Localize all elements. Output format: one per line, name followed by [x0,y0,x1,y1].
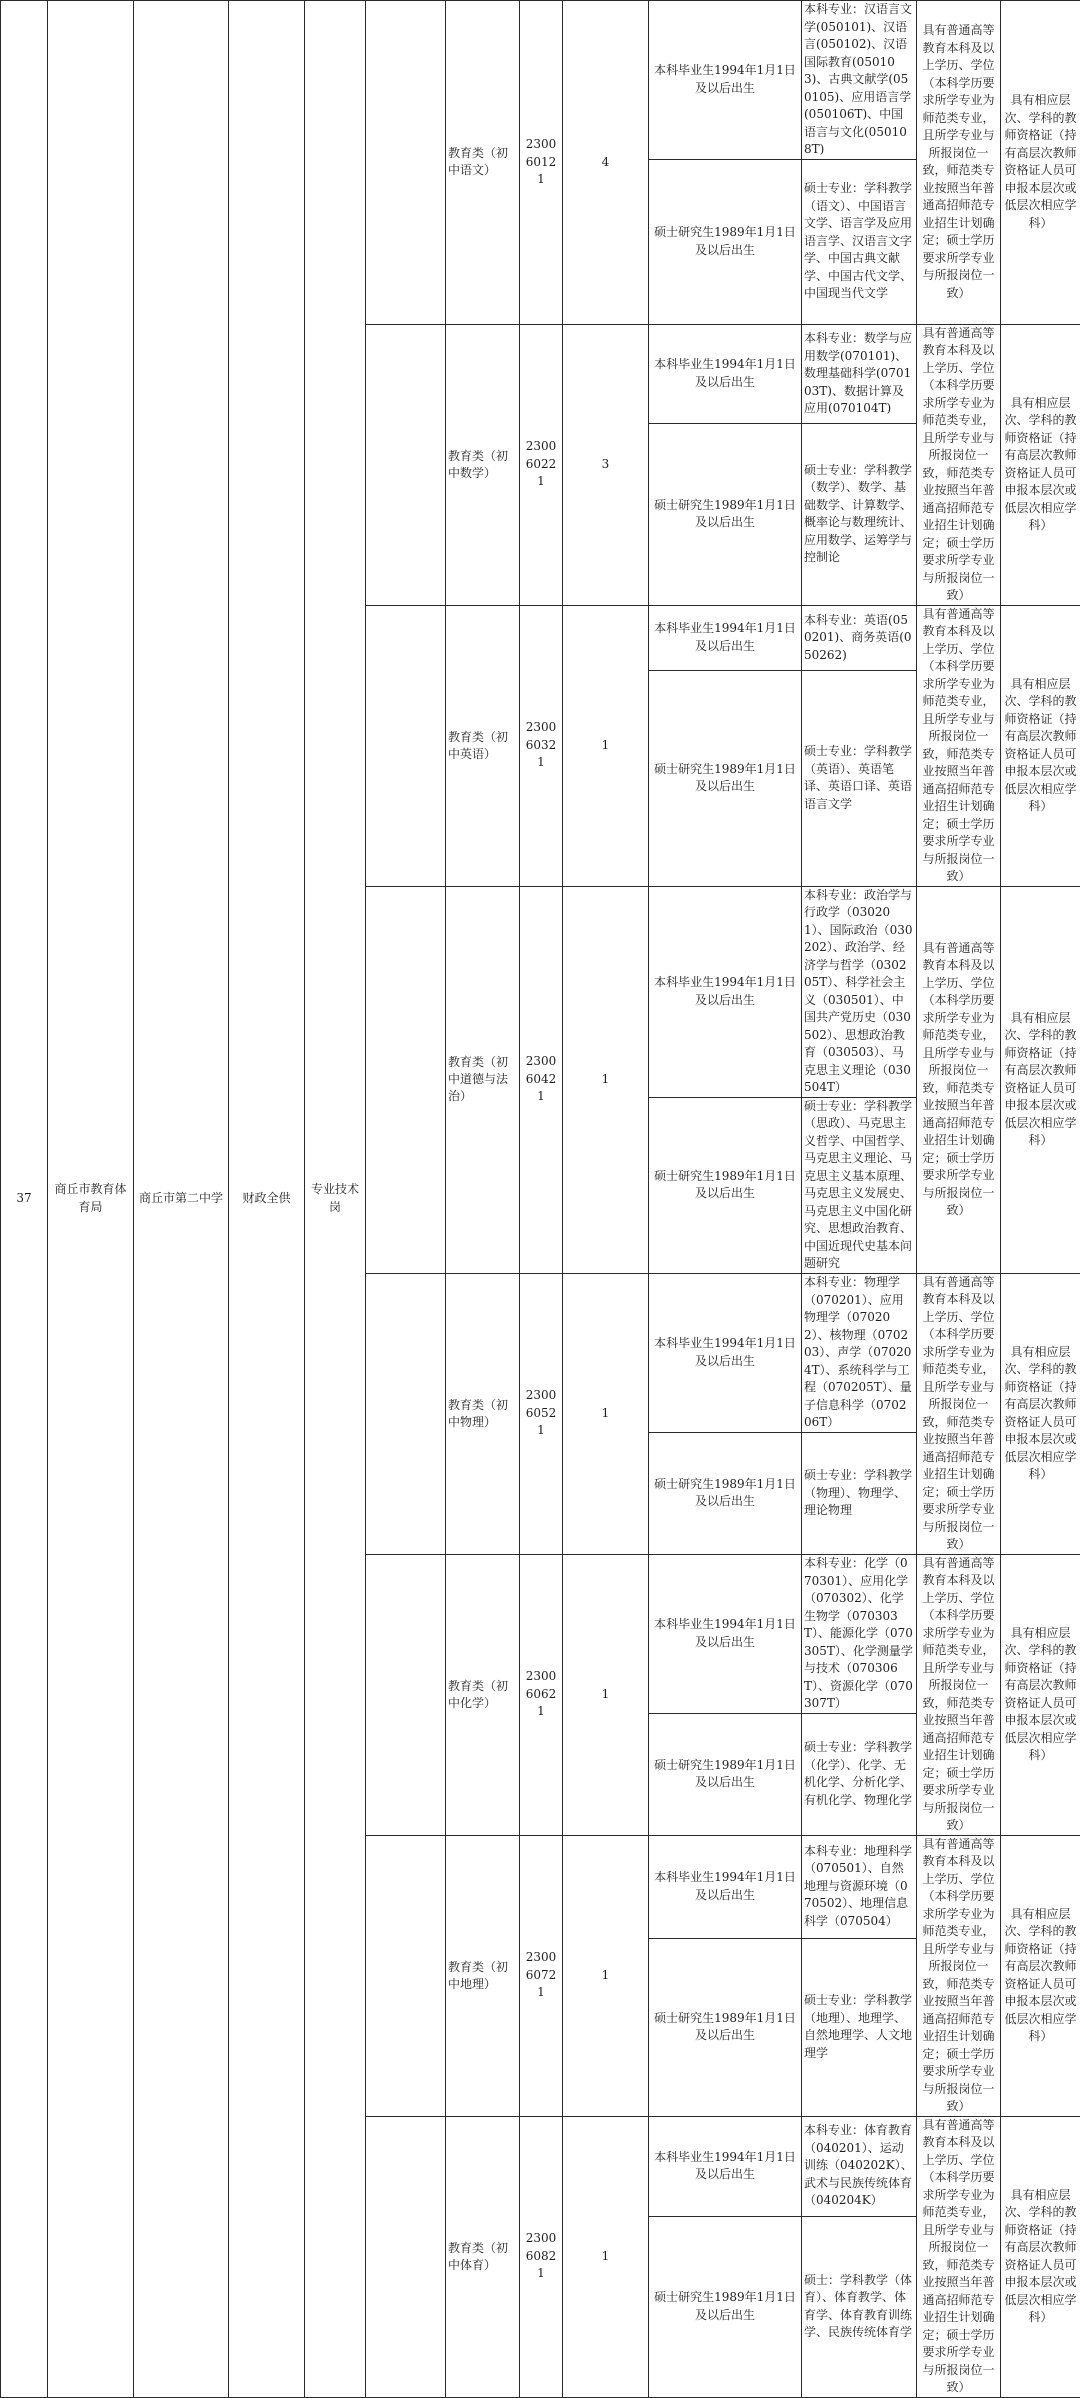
major-master-cell: 硕士专业：学科教学（物理）、物理学、理论物理 [802,1433,917,1554]
major-master-cell: 硕士专业：学科教学（思政）、马克思主义哲学、中国哲学、马克思主义理论、马克思主义基本原理、马克思主义发展史、马克思主义中国化研究、思想政治教育、中国近现代史基本问题研究 [802,1097,917,1273]
code-cell: 230060621 [520,1554,563,1835]
certificate-cell: 具有相应层次、学科的教师资格证（持有高层次教师资格证人员可申报本层次或低层次相应学科） [1001,1,1080,325]
major-bachelor-cell: 本科专业：地理科学（070501）、自然地理与资源环境（070502）、地理信息科学（070504） [802,1835,917,1938]
major-master-cell: 硕士专业：学科教学（语文）、中国语言文学、语言学及应用语言学、汉语言文字学、中国古典文献学、中国古代文学、中国现当代文学 [802,159,917,324]
code-cell: 230060321 [520,605,563,886]
major-bachelor-cell: 本科专业：体育教育（040201）、运动训练（040202K）、武术与民族传统体育（040204K） [802,2116,917,2216]
count-cell: 1 [563,2116,649,2397]
requirement-cell: 具有普通高等教育本科及以上学历、学位（本科学历要求所学专业为师范类专业，且所学专业与所报岗位一致，师范类专业按照当年普通高招师范专业招生计划确定；硕士学历要求所学专业与所报岗位一致） [917,1,1001,325]
code-cell: 230060721 [520,1835,563,2116]
major-bachelor-cell: 本科专业：英语(050201)、商务英语(050262) [802,605,917,671]
major-master-cell: 硕士专业：学科教学（化学）、化学、无机化学、分析化学、有机化学、物理化学 [802,1714,917,1835]
requirement-cell: 具有普通高等教育本科及以上学历、学位（本科学历要求所学专业为师范类专业，且所学专业与所报岗位一致，师范类专业按照当年普通高招师范专业招生计划确定；硕士学历要求所学专业与所报岗位一致） [917,1554,1001,1835]
blank-cell [366,1554,446,1835]
major-master-cell: 硕士专业：学科教学（英语）、英语笔译、英语口译、英语语言文学 [802,671,917,887]
certificate-cell: 具有相应层次、学科的教师资格证（持有高层次教师资格证人员可申报本层次或低层次相应学科） [1001,324,1080,605]
blank-cell [366,2116,446,2397]
seq-cell: 37 [1,1,48,2398]
requirement-cell: 具有普通高等教育本科及以上学历、学位（本科学历要求所学专业为师范类专业，且所学专业与所报岗位一致，师范类专业按照当年普通高招师范专业招生计划确定；硕士学历要求所学专业与所报岗位一致） [917,324,1001,605]
position-cell: 教育类（初中体育） [446,2116,520,2397]
requirement-cell: 具有普通高等教育本科及以上学历、学位（本科学历要求所学专业为师范类专业，且所学专业与所报岗位一致，师范类专业按照当年普通高招师范专业招生计划确定；硕士学历要求所学专业与所报岗位一致） [917,1273,1001,1554]
major-master-cell: 硕士专业：学科教学（地理）、地理学、自然地理学、人文地理学 [802,1938,917,2116]
requirement-cell: 具有普通高等教育本科及以上学历、学位（本科学历要求所学专业为师范类专业，且所学专业与所报岗位一致，师范类专业按照当年普通高招师范专业招生计划确定；硕士学历要求所学专业与所报岗位一致） [917,1835,1001,2116]
major-bachelor-cell: 本科专业：数学与应用数学(070101)、数理基础科学(070103T)、数据计算及应用(070104T) [802,324,917,424]
grad-master-cell: 硕士研究生1989年1月1日及以后出生 [649,1097,802,1273]
count-cell: 1 [563,1273,649,1554]
position-cell: 教育类（初中地理） [446,1835,520,2116]
requirement-cell: 具有普通高等教育本科及以上学历、学位（本科学历要求所学专业为师范类专业，且所学专业与所报岗位一致，师范类专业按照当年普通高招师范专业招生计划确定；硕士学历要求所学专业与所报岗位一致） [917,886,1001,1273]
grad-master-cell: 硕士研究生1989年1月1日及以后出生 [649,2216,802,2397]
certificate-cell: 具有相应层次、学科的教师资格证（持有高层次教师资格证人员可申报本层次或低层次相应学科） [1001,886,1080,1273]
count-cell: 3 [563,324,649,605]
grad-master-cell: 硕士研究生1989年1月1日及以后出生 [649,424,802,605]
certificate-cell: 具有相应层次、学科的教师资格证（持有高层次教师资格证人员可申报本层次或低层次相应学科） [1001,1835,1080,2116]
grad-bachelor-cell: 本科毕业生1994年1月1日及以后出生 [649,605,802,671]
dept-cell: 商丘市教育体育局 [48,1,134,2398]
unit-cell: 商丘市第二中学 [134,1,229,2398]
code-cell: 230060821 [520,2116,563,2397]
grad-bachelor-cell: 本科毕业生1994年1月1日及以后出生 [649,1554,802,1714]
blank-cell [366,605,446,886]
grad-bachelor-cell: 本科毕业生1994年1月1日及以后出生 [649,1273,802,1433]
major-bachelor-cell: 本科专业：政治学与行政学（030201）、国际政治（030202）、政治学、经济学与哲学（030205T）、科学社会主义（030501）、中国共产党历史（030502）、思想政治教育（030503）、马克思主义理论（030504T） [802,886,917,1097]
grad-bachelor-cell: 本科毕业生1994年1月1日及以后出生 [649,2116,802,2216]
count-cell: 4 [563,1,649,325]
position-cell: 教育类（初中物理） [446,1273,520,1554]
code-cell: 230060521 [520,1273,563,1554]
grad-bachelor-cell: 本科毕业生1994年1月1日及以后出生 [649,886,802,1097]
position-cell: 教育类（初中道德与法治） [446,886,520,1273]
position-cell: 教育类（初中英语） [446,605,520,886]
count-cell: 1 [563,1554,649,1835]
code-cell: 230060121 [520,1,563,325]
major-bachelor-cell: 本科专业：化学（070301）、应用化学（070302）、化学生物学（070303T）、能源化学（070305T）、化学测量学与技术（070306T）、资源化学（070307T） [802,1554,917,1714]
grad-master-cell: 硕士研究生1989年1月1日及以后出生 [649,1938,802,2116]
requirement-cell: 具有普通高等教育本科及以上学历、学位（本科学历要求所学专业为师范类专业，且所学专业与所报岗位一致，师范类专业按照当年普通高招师范专业招生计划确定；硕士学历要求所学专业与所报岗位一致） [917,605,1001,886]
requirement-cell: 具有普通高等教育本科及以上学历、学位（本科学历要求所学专业为师范类专业，且所学专业与所报岗位一致，师范类专业按照当年普通高招师范专业招生计划确定；硕士学历要求所学专业与所报岗位一致） [917,2116,1001,2397]
count-cell: 1 [563,886,649,1273]
position-cell: 教育类（初中语文） [446,1,520,325]
blank-cell [366,1835,446,2116]
blank-cell [366,1273,446,1554]
certificate-cell: 具有相应层次、学科的教师资格证（持有高层次教师资格证人员可申报本层次或低层次相应学科） [1001,605,1080,886]
grad-master-cell: 硕士研究生1989年1月1日及以后出生 [649,1433,802,1554]
certificate-cell: 具有相应层次、学科的教师资格证（持有高层次教师资格证人员可申报本层次或低层次相应学科） [1001,1273,1080,1554]
major-master-cell: 硕士：学科教学（体育）、体育教学、体育学、体育教育训练学、民族传统体育学 [802,2216,917,2397]
grad-bachelor-cell: 本科毕业生1994年1月1日及以后出生 [649,1835,802,1938]
grad-bachelor-cell: 本科毕业生1994年1月1日及以后出生 [649,1,802,160]
certificate-cell: 具有相应层次、学科的教师资格证（持有高层次教师资格证人员可申报本层次或低层次相应学科） [1001,2116,1080,2397]
position-cell: 教育类（初中化学） [446,1554,520,1835]
major-bachelor-cell: 本科专业：物理学（070201）、应用物理学（070202）、核物理（070203）、声学（070204T）、系统科学与工程（070205T）、量子信息科学（070206T） [802,1273,917,1433]
blank-cell [366,886,446,1273]
major-bachelor-cell: 本科专业：汉语言文学(050101)、汉语言(050102)、汉语国际教育(050103)、古典文献学(050105)、应用语言学(050106T)、中国语言与文化(050108T) [802,1,917,160]
grad-master-cell: 硕士研究生1989年1月1日及以后出生 [649,159,802,324]
count-cell: 1 [563,605,649,886]
certificate-cell: 具有相应层次、学科的教师资格证（持有高层次教师资格证人员可申报本层次或低层次相应学科） [1001,1554,1080,1835]
count-cell: 1 [563,1835,649,2116]
post-type-cell: 专业技术岗 [305,1,366,2398]
code-cell: 230060221 [520,324,563,605]
major-master-cell: 硕士专业：学科教学（数学）、数学、基础数学、计算数学、概率论与数理统计、应用数学、运筹学与控制论 [802,424,917,605]
grad-master-cell: 硕士研究生1989年1月1日及以后出生 [649,1714,802,1835]
grad-bachelor-cell: 本科毕业生1994年1月1日及以后出生 [649,324,802,424]
funding-cell: 财政全供 [229,1,305,2398]
code-cell: 230060421 [520,886,563,1273]
grad-master-cell: 硕士研究生1989年1月1日及以后出生 [649,671,802,887]
position-cell: 教育类（初中数学） [446,324,520,605]
blank-cell [366,1,446,325]
blank-cell [366,324,446,605]
